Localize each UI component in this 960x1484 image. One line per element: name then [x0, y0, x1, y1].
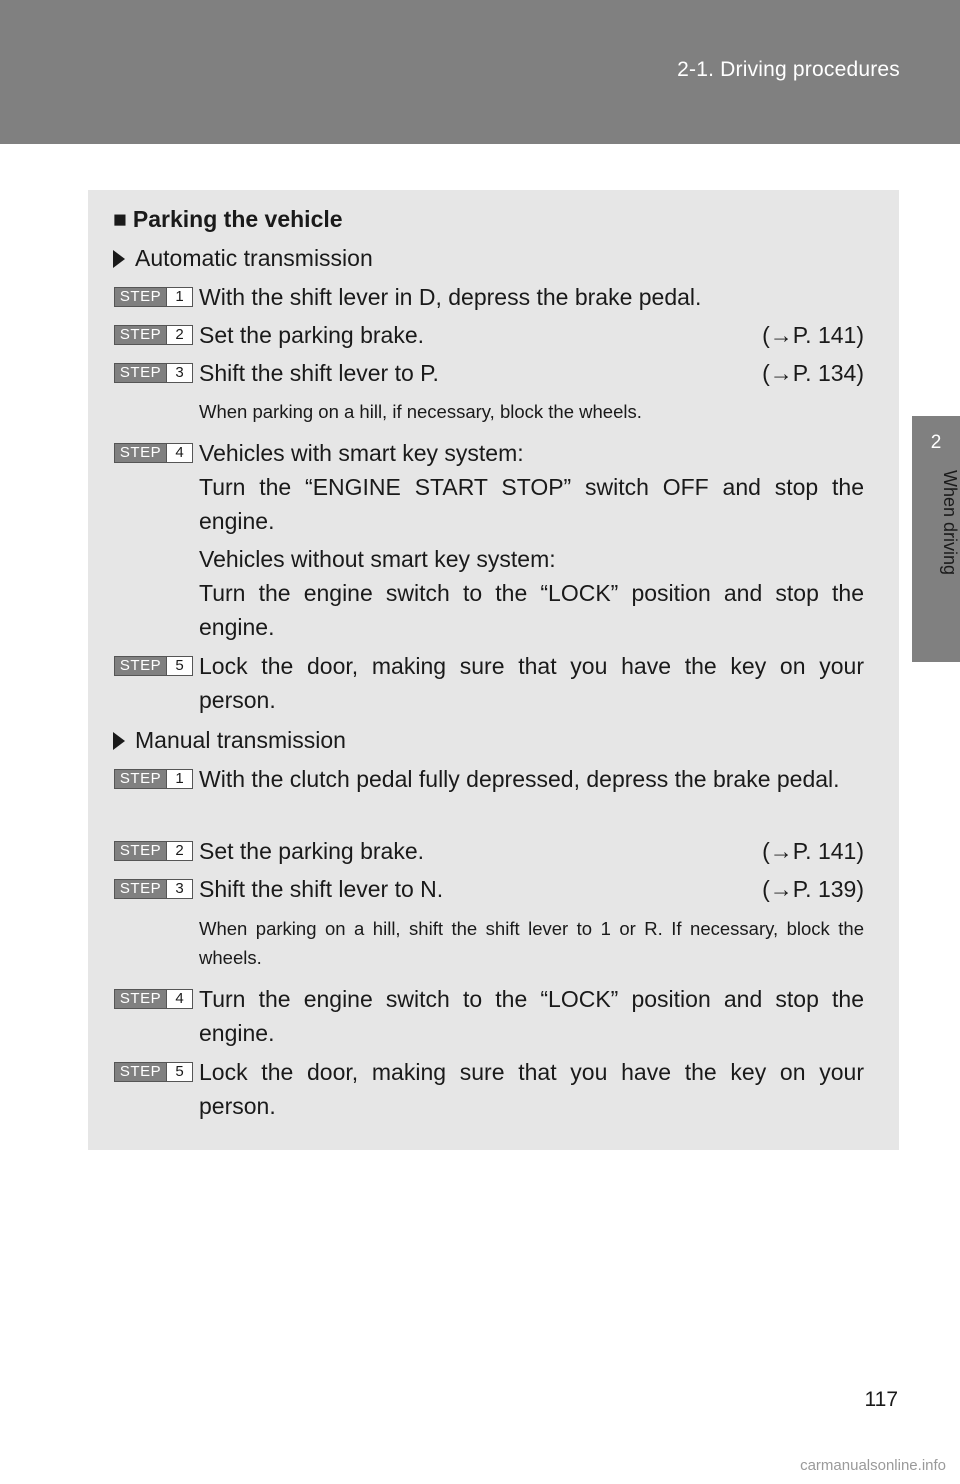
subsection-manual	[113, 723, 346, 757]
smart-key-title: Vehicles with smart key system:	[199, 440, 524, 466]
step-text: With the shift lever in D, depress the brake pedal.	[199, 284, 702, 310]
step-text: With the clutch pedal fully depressed, depress the brake pedal.	[199, 766, 840, 792]
step-badge: STEP 4	[114, 989, 193, 1009]
step-text: Lock the door, making sure that you have the key on your person.	[199, 1059, 864, 1119]
watermark: carmanualsonline.info	[800, 1457, 946, 1474]
step-text: Lock the door, making sure that you have the key on your person.	[199, 653, 864, 713]
step-badge: STEP 5	[114, 1062, 193, 1082]
page-header	[0, 0, 960, 144]
step-badge: STEP 3	[114, 363, 193, 383]
heading-square-icon: ■	[113, 206, 127, 232]
step-badge: STEP 4	[114, 443, 193, 463]
step-badge: STEP 1	[114, 769, 193, 789]
triangle-arrow-icon	[113, 250, 125, 268]
step-badge: STEP 2	[114, 841, 193, 861]
chapter-label: When driving	[940, 470, 960, 576]
step-badge: STEP 5	[114, 656, 193, 676]
step-text: Turn the engine switch to the “LOCK” position and stop the engine.	[199, 986, 864, 1046]
triangle-arrow-icon	[113, 732, 125, 750]
section-title: 2-1. Driving procedures	[677, 58, 900, 81]
no-smart-key-text: Turn the engine switch to the “LOCK” position and stop the engine.	[199, 580, 864, 640]
step-text: Shift the shift lever to P.	[199, 360, 439, 386]
step-text: Set the parking brake.	[199, 838, 425, 864]
step-text: Set the parking brake.	[199, 322, 425, 348]
content-panel	[88, 190, 899, 1150]
subsection-title: Automatic transmission	[135, 245, 373, 271]
step-badge: STEP 1	[114, 287, 193, 307]
heading-title: Parking the vehicle	[132, 206, 343, 232]
step-note: When parking on a hill, shift the shift lever to 1 or R. If necessary, block the wheels.	[199, 918, 864, 968]
step-text	[199, 436, 864, 644]
chapter-number: 2	[930, 432, 942, 453]
step-badge: STEP 3	[114, 879, 193, 899]
subsection-title: Manual transmission	[135, 727, 346, 753]
chapter-side-tab	[912, 144, 960, 1484]
section-heading	[113, 202, 343, 236]
page-reference-link[interactable]: (→P. 134)	[762, 360, 864, 386]
step-text: Shift the shift lever to N.	[199, 876, 444, 902]
no-smart-key-title: Vehicles without smart key system:	[199, 546, 556, 572]
smart-key-text: Turn the “ENGINE START STOP” switch OFF and stop the engine.	[199, 474, 864, 534]
step-badge: STEP 2	[114, 325, 193, 345]
subsection-automatic	[113, 241, 373, 275]
page-reference-link[interactable]: (→P. 139)	[762, 876, 864, 902]
page-number: 117	[864, 1388, 898, 1411]
page-reference-link[interactable]: (→P. 141)	[762, 322, 864, 348]
page-reference-link[interactable]: (→P. 141)	[762, 838, 864, 864]
step-note: When parking on a hill, if necessary, block the wheels.	[199, 401, 642, 422]
